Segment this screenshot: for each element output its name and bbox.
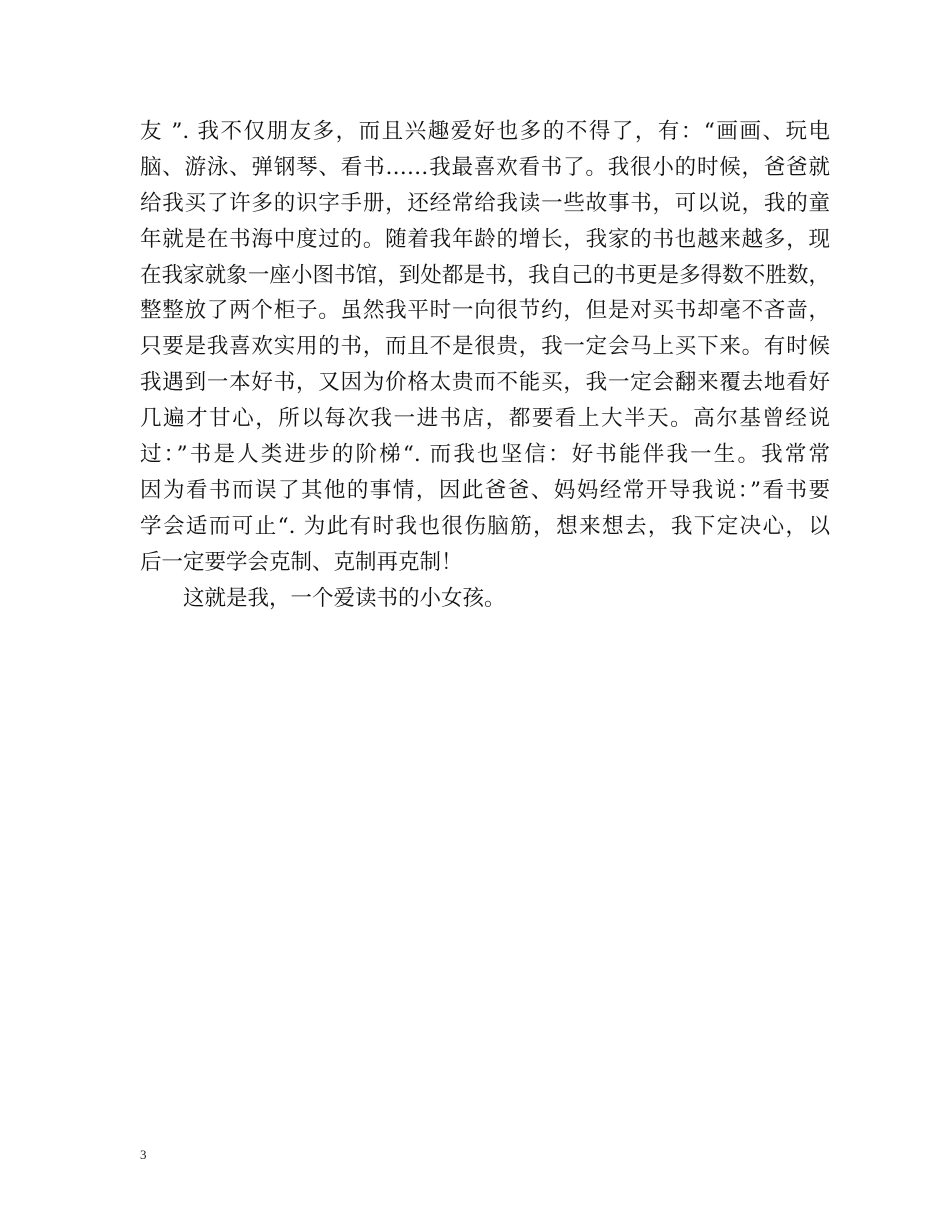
paragraph-line: 脑、游泳、弹钢琴、看书……我最喜欢看书了。我很小的时候，爸爸就	[140, 154, 830, 180]
paragraph-line: 年就是在书海中度过的。随着我年龄的增长，我家的书也越来越多，现	[140, 226, 830, 252]
paragraph-line: 我遇到一本好书，又因为价格太贵而不能买，我一定会翻来覆去地看好	[140, 370, 830, 396]
body-text	[140, 114, 830, 616]
paragraph-line: 几遍才甘心，所以每次我一进书店，都要看上大半天。高尔基曾经说	[140, 406, 830, 432]
paragraph-line: 整整放了两个柜子。虽然我平时一向很节约，但是对买书却毫不吝啬，	[140, 298, 830, 324]
paragraph-line: 给我买了许多的识字手册，还经常给我读一些故事书，可以说，我的童	[140, 190, 830, 216]
paragraph-line: 学会适而可止“. 为此有时我也很伤脑筋，想来想去，我下定决心，以	[140, 513, 830, 539]
closing-line: 这就是我，一个爱读书的小女孩。	[183, 585, 506, 611]
paragraph-line: 在我家就象一座小图书馆，到处都是书，我自己的书更是多得数不胜数，	[140, 262, 830, 288]
paragraph-line: 友 ”. 我不仅朋友多，而且兴趣爱好也多的不得了，有：“画画、玩电	[140, 119, 830, 144]
paragraph-line: 过：”书是人类进步的阶梯“. 而我也坚信：好书能伴我一生。我常常	[140, 442, 830, 468]
paragraph-line: 后一定要学会克制、克制再克制！	[140, 549, 463, 575]
page-number: 3	[140, 1147, 147, 1162]
paragraph-line: 因为看书而误了其他的事情，因此爸爸、妈妈经常开导我说：”看书要	[140, 477, 830, 503]
paragraph-line: 只要是我喜欢实用的书，而且不是很贵，我一定会马上买下来。有时候	[140, 334, 830, 360]
